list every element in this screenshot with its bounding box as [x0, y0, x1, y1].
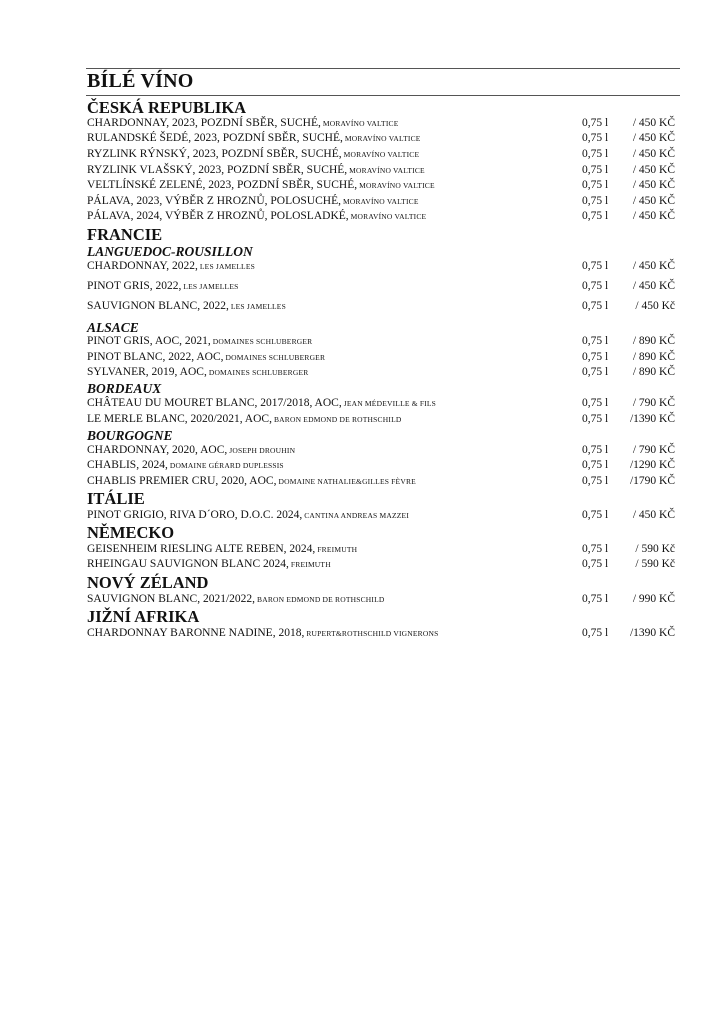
wine-volume: 0,75 l	[582, 280, 609, 292]
wine-name: SYLVANER, 2019, AOC,	[87, 366, 207, 378]
wine-volume: 0,75 l	[582, 475, 609, 487]
wine-price: / 590 Kč	[635, 543, 675, 555]
country-heading: JIŽNÍ AFRIKA	[87, 607, 200, 626]
wine-price: / 450 KČ	[632, 132, 675, 144]
wine-price: / 450 KČ	[632, 195, 675, 207]
producer-name: LES JAMELLES	[199, 262, 255, 271]
wine-name: CHABLIS PREMIER CRU, 2020, AOC,	[87, 475, 277, 487]
wine-name: GEISENHEIM RIESLING ALTE REBEN, 2024,	[87, 543, 316, 555]
wine-volume: 0,75 l	[582, 397, 609, 409]
producer-name: DOMAINES SCHLUBERGER	[208, 368, 309, 377]
producer-name: DOMAINES SCHLUBERGER	[212, 337, 313, 346]
producer-name: FREIMUTH	[290, 560, 331, 569]
country-heading: NOVÝ ZÉLAND	[87, 573, 209, 592]
wine-volume: 0,75 l	[582, 558, 609, 570]
wine-name: LE MERLE BLANC, 2020/2021, AOC,	[87, 413, 272, 425]
wine-row	[87, 474, 679, 489]
wine-volume: 0,75 l	[582, 335, 609, 347]
wine-row	[87, 163, 679, 178]
wine-price: / 450 KČ	[632, 148, 675, 160]
producer-name: RUPERT&ROTHSCHILD VIGNERONS	[306, 629, 439, 638]
wine-volume: 0,75 l	[582, 444, 609, 456]
wine-row	[87, 443, 679, 458]
wine-price: /1290 KČ	[629, 459, 675, 471]
wine-volume: 0,75 l	[582, 164, 609, 176]
wine-name: CHÂTEAU DU MOURET BLANC, 2017/2018, AOC,	[87, 397, 342, 409]
wine-name: RYZLINK RÝNSKÝ, 2023, POZDNÍ SBĚR, SUCHÉ,	[87, 148, 342, 160]
wine-price: / 790 KČ	[632, 444, 675, 456]
wine-name: VELTLÍNSKÉ ZELENÉ, 2023, POZDNÍ SBĚR, SUCHÉ,	[87, 179, 358, 191]
wine-name: RULANDSKÉ ŠEDÉ, 2023, POZDNÍ SBĚR, SUCHÉ,	[87, 132, 343, 144]
region-heading: LANGUEDOC-ROUSILLON	[87, 244, 253, 259]
wine-volume: 0,75 l	[582, 351, 609, 363]
wine-name: CHABLIS, 2024,	[87, 459, 168, 471]
wine-volume: 0,75 l	[582, 132, 609, 144]
region-heading: BOURGOGNE	[87, 428, 173, 443]
producer-name: MORAVÍNO VALTICE	[350, 212, 427, 221]
producer-name: BARON EDMOND DE ROTHSCHILD	[257, 595, 385, 604]
wine-price: / 450 KČ	[632, 260, 675, 272]
wine-name: SAUVIGNON BLANC, 2021/2022,	[87, 593, 256, 605]
wine-price: / 450 Kč	[635, 300, 675, 312]
region-heading: ALSACE	[87, 320, 139, 335]
country-heading: ITÁLIE	[87, 489, 145, 508]
wine-volume: 0,75 l	[582, 459, 609, 471]
wine-row	[87, 508, 679, 523]
wine-row	[87, 116, 679, 131]
wine-name: CHARDONNAY, 2023, POZDNÍ SBĚR, SUCHÉ,	[87, 117, 321, 129]
top-rule	[86, 68, 680, 69]
wine-row	[87, 626, 679, 641]
wine-price: / 590 Kč	[635, 558, 675, 570]
wine-name: CHARDONNAY, 2020, AOC,	[87, 444, 228, 456]
wine-price: / 450 KČ	[632, 210, 675, 222]
wine-price: / 450 KČ	[632, 164, 675, 176]
page-title: BÍLÉ VÍNO	[87, 70, 194, 92]
wine-row	[87, 365, 679, 380]
producer-name: JEAN MÉDEVILLE & FILS	[343, 399, 437, 408]
wine-row	[87, 557, 679, 572]
wine-volume: 0,75 l	[582, 148, 609, 160]
wine-row	[87, 279, 679, 294]
title-rule	[86, 95, 680, 96]
wine-price: / 790 KČ	[632, 397, 675, 409]
wine-volume: 0,75 l	[582, 260, 609, 272]
wine-name: PÁLAVA, 2024, VÝBĚR Z HROZNŮ, POLOSLADKÉ,	[87, 210, 349, 222]
producer-name: LES JAMELLES	[183, 282, 239, 291]
country-heading: FRANCIE	[87, 225, 163, 244]
producer-name: DOMAINES SCHLUBERGER	[225, 353, 326, 362]
wine-price: / 990 KČ	[632, 593, 675, 605]
wine-price: /1390 KČ	[629, 627, 675, 639]
wine-volume: 0,75 l	[582, 179, 609, 191]
wine-volume: 0,75 l	[582, 627, 609, 639]
wine-volume: 0,75 l	[582, 509, 609, 521]
wine-row	[87, 458, 679, 473]
wine-row	[87, 396, 679, 411]
wine-row	[87, 592, 679, 607]
wine-volume: 0,75 l	[582, 300, 609, 312]
wine-volume: 0,75 l	[582, 195, 609, 207]
wine-row	[87, 178, 679, 193]
producer-name: LES JAMELLES	[230, 302, 286, 311]
producer-name: MORAVÍNO VALTICE	[343, 197, 419, 206]
wine-row	[87, 131, 679, 146]
producer-name: BARON EDMOND DE ROTHSCHILD	[273, 415, 402, 424]
wine-row	[87, 350, 679, 365]
producer-name: MORAVÍNO VALTICE	[344, 134, 421, 143]
wine-row	[87, 147, 679, 162]
wine-price: / 890 KČ	[632, 366, 675, 378]
wine-name: PINOT GRIS, 2022,	[87, 280, 182, 292]
wine-name: RHEINGAU SAUVIGNON BLANC 2024,	[87, 558, 289, 570]
wine-row	[87, 334, 679, 349]
producer-name: CANTINA ANDREAS MAZZEI	[304, 511, 410, 520]
producer-name: MORAVÍNO VALTICE	[322, 119, 399, 128]
producer-name: MORAVÍNO VALTICE	[359, 181, 435, 190]
wine-volume: 0,75 l	[582, 543, 609, 555]
wine-price: / 450 KČ	[632, 280, 675, 292]
wine-volume: 0,75 l	[582, 413, 609, 425]
country-heading: NĚMECKO	[87, 523, 175, 542]
wine-price: / 890 KČ	[632, 351, 675, 363]
wine-row	[87, 194, 679, 209]
wine-volume: 0,75 l	[582, 593, 609, 605]
wine-price: / 450 KČ	[632, 179, 675, 191]
wine-row	[87, 412, 679, 427]
wine-price: /1790 KČ	[629, 475, 675, 487]
wine-price: / 450 KČ	[632, 509, 675, 521]
wine-row	[87, 259, 679, 274]
wine-volume: 0,75 l	[582, 210, 609, 222]
wine-name: PINOT GRIS, AOC, 2021,	[87, 335, 211, 347]
producer-name: MORAVÍNO VALTICE	[343, 150, 420, 159]
producer-name: FREIMUTH	[317, 545, 358, 554]
producer-name: DOMAINE GÉRARD DUPLESSIS	[169, 461, 284, 470]
wine-name: PINOT BLANC, 2022, AOC,	[87, 351, 224, 363]
producer-name: MORAVÍNO VALTICE	[349, 166, 425, 175]
region-heading: BORDEAUX	[87, 381, 162, 396]
wine-volume: 0,75 l	[582, 117, 609, 129]
wine-row	[87, 209, 679, 224]
wine-name: RYZLINK VLAŠSKÝ, 2023, POZDNÍ SBĚR, SUCHÉ,	[87, 164, 348, 176]
country-heading: ČESKÁ REPUBLIKA	[87, 98, 247, 117]
wine-row	[87, 299, 679, 314]
wine-name: SAUVIGNON BLANC, 2022,	[87, 300, 229, 312]
wine-volume: 0,75 l	[582, 366, 609, 378]
wine-price: / 450 KČ	[632, 117, 675, 129]
wine-name: CHARDONNAY BARONNE NADINE, 2018,	[87, 627, 305, 639]
producer-name: DOMAINE NATHALIE&GILLES FÈVRE	[278, 477, 416, 486]
wine-name: PÁLAVA, 2023, VÝBĚR Z HROZNŮ, POLOSUCHÉ,	[87, 195, 341, 207]
wine-price: / 890 KČ	[632, 335, 675, 347]
wine-name: CHARDONNAY, 2022,	[87, 260, 198, 272]
wine-name: PINOT GRIGIO, RIVA D´ORO, D.O.C. 2024,	[87, 509, 303, 521]
wine-row	[87, 542, 679, 557]
producer-name: JOSEPH DROUHIN	[229, 446, 296, 455]
wine-price: /1390 KČ	[629, 413, 675, 425]
